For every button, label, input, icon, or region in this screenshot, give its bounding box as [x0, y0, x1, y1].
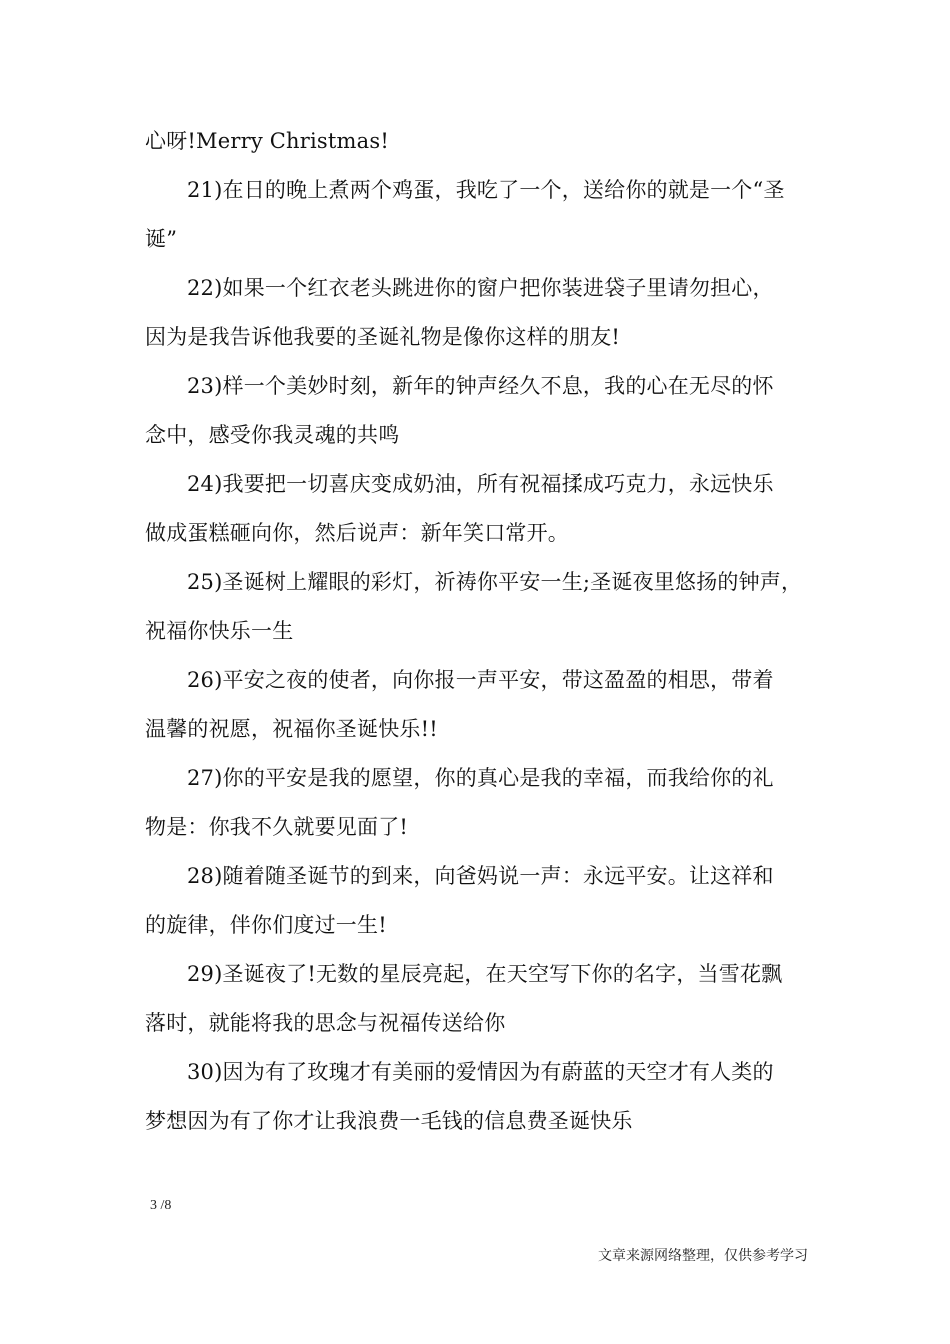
page-number: 3 /8 — [150, 1198, 172, 1213]
text-line: 25)圣诞树上耀眼的彩灯，祈祷你平安一生;圣诞夜里悠扬的钟声， — [187, 570, 803, 594]
text-line: 24)我要把一切喜庆变成奶油，所有祝福揉成巧克力，永远快乐 — [187, 472, 774, 496]
text-line: 念中，感受你我灵魂的共鸣 — [145, 423, 400, 447]
text-line: 的旋律，伴你们度过一生! — [145, 913, 387, 937]
text-line: 落时，就能将我的思念与祝福传送给你 — [145, 1011, 506, 1035]
text-line: 心呀!Merry Christmas! — [145, 129, 389, 153]
text-line: 温馨的祝愿，祝福你圣诞快乐!! — [145, 717, 438, 741]
text-line: 22)如果一个红衣老头跳进你的窗户把你装进袋子里请勿担心， — [187, 276, 774, 300]
text-line: 诞” — [145, 227, 178, 251]
text-line: 物是：你我不久就要见面了! — [145, 815, 409, 839]
text-line: 23)样一个美妙时刻，新年的钟声经久不息，我的心在无尽的怀 — [187, 374, 774, 398]
text-line: 因为是我告诉他我要的圣诞礼物是像你这样的朋友! — [145, 325, 621, 349]
footer-note: 文章来源网络整理，仅供参考学习 — [598, 1248, 808, 1264]
text-line: 29)圣诞夜了!无数的星辰亮起，在天空写下你的名字，当雪花飘 — [187, 962, 783, 986]
text-line: 27)你的平安是我的愿望，你的真心是我的幸福，而我给你的礼 — [187, 766, 774, 790]
document-body — [145, 117, 810, 1146]
text-line: 26)平安之夜的使者，向你报一声平安，带这盈盈的相思，带着 — [187, 668, 774, 692]
text-line: 梦想因为有了你才让我浪费一毛钱的信息费圣诞快乐 — [145, 1109, 633, 1133]
text-line: 30)因为有了玫瑰才有美丽的爱情因为有蔚蓝的天空才有人类的 — [187, 1060, 774, 1084]
text-line: 21)在日的晚上煮两个鸡蛋，我吃了一个，送给你的就是一个“圣 — [187, 178, 785, 202]
text-line: 28)随着随圣诞节的到来，向爸妈说一声：永远平安。让这祥和 — [187, 864, 774, 888]
text-line: 祝福你快乐一生 — [145, 619, 294, 643]
text-line: 做成蛋糕砸向你，然后说声：新年笑口常开。 — [145, 521, 569, 545]
